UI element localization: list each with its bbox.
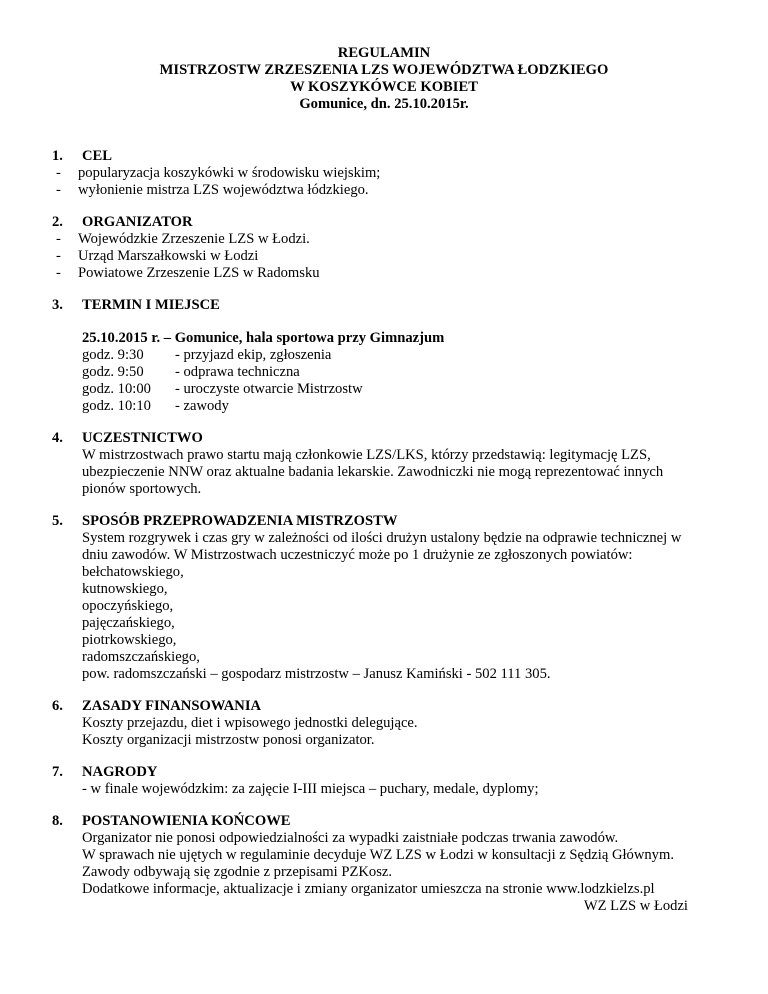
section-body — [82, 330, 742, 415]
list-item-text: Powiatowe Zrzeszenie LZS w Radomsku — [78, 265, 320, 281]
county-item: opoczyńskiego, — [82, 598, 174, 614]
paragraph-line: Koszty organizacji mistrzostw ponosi organizator. — [82, 732, 375, 748]
schedule-row — [82, 364, 742, 381]
section-title: TERMIN I MIEJSCE — [82, 297, 220, 313]
host-county-line: pow. radomszczański – gospodarz mistrzostw – Janusz Kamiński - 502 111 305. — [82, 666, 551, 682]
paragraph-line: dniu zawodów. W Mistrzostwach uczestniczyć może po 1 drużynie ze zgłoszonych powiatów: — [82, 547, 633, 563]
section-number: 8. — [52, 813, 63, 829]
section-sposob — [52, 513, 742, 683]
paragraph-line: W mistrzostwach prawo startu mają członkowie LZS/LKS, którzy przedstawią: legitymację LZS, — [82, 447, 651, 463]
paragraph-line: Organizator nie ponosi odpowiedzialności za wypadki zaistniałe podczas trwania zawodów. — [82, 830, 619, 846]
list-item — [56, 265, 742, 282]
section-number: 6. — [52, 698, 63, 714]
schedule-time: godz. 10:10 — [82, 398, 151, 414]
section-body — [82, 830, 742, 915]
document-subtitle-discipline: W KOSZYKÓWCE KOBIET — [290, 79, 478, 95]
section-cel — [52, 148, 742, 199]
list-dash: - — [56, 231, 61, 247]
schedule-time: godz. 10:00 — [82, 381, 151, 397]
section-title: POSTANOWIENIA KOŃCOWE — [82, 813, 291, 829]
schedule-time: godz. 9:50 — [82, 364, 144, 380]
list-item-text: Urząd Marszałkowski w Łodzi — [78, 248, 259, 264]
schedule-row — [82, 381, 742, 398]
paragraph-line: Dodatkowe informacje, aktualizacje i zmiany organizator umieszcza na stronie www.lodzkielzs.pl — [82, 881, 655, 897]
sections — [52, 148, 742, 930]
county-item: kutnowskiego, — [82, 581, 168, 597]
section-body — [82, 530, 742, 683]
section-title: ORGANIZATOR — [82, 214, 193, 230]
list-dash: - — [56, 165, 61, 181]
section-uczestnictwo — [52, 430, 742, 498]
section-number: 1. — [52, 148, 63, 164]
schedule-event: - zawody — [175, 398, 229, 414]
section-title: SPOSÓB PRZEPROWADZENIA MISTRZOSTW — [82, 513, 398, 529]
section-heading — [52, 698, 742, 715]
list-dash: - — [56, 265, 61, 281]
section-nagrody — [52, 764, 742, 798]
list-dash: - — [56, 248, 61, 264]
section-number: 3. — [52, 297, 63, 313]
list-item — [56, 182, 742, 199]
county-item: bełchatowskiego, — [82, 564, 184, 580]
county-item: piotrkowskiego, — [82, 632, 177, 648]
document-header — [0, 45, 768, 113]
section-heading — [52, 297, 742, 314]
section-body — [82, 447, 742, 498]
section-number: 4. — [52, 430, 63, 446]
schedule-event: - uroczyste otwarcie Mistrzostw — [175, 381, 363, 397]
paragraph-line: Koszty przejazdu, diet i wpisowego jednostki delegujące. — [82, 715, 418, 731]
list-item — [56, 248, 742, 265]
section-number: 5. — [52, 513, 63, 529]
section-postanowienia — [52, 813, 742, 915]
paragraph-line: System rozgrywek i czas gry w zależności od ilości drużyn ustalony będzie na odprawie technicznej w — [82, 530, 682, 546]
paragraph-line: W sprawach nie ujętych w regulaminie decyduje WZ LZS w Łodzi w konsultacji z Sędzią Głównym. — [82, 847, 674, 863]
section-title: UCZESTNICTWO — [82, 430, 203, 446]
section-organizator — [52, 214, 742, 282]
county-item: radomszczańskiego, — [82, 649, 200, 665]
paragraph-line: - w finale wojewódzkim: za zajęcie I-III miejsca – puchary, medale, dyplomy; — [82, 781, 539, 797]
section-heading — [52, 764, 742, 781]
section-title: ZASADY FINANSOWANIA — [82, 698, 262, 714]
paragraph-line: ubezpieczenie NNW oraz aktualne badania lekarskie. Zawodniczki nie mogą reprezentować innych — [82, 464, 664, 480]
schedule-row — [82, 347, 742, 364]
section-title: NAGRODY — [82, 764, 158, 780]
list-item-text: Wojewódzkie Zrzeszenie LZS w Łodzi. — [78, 231, 310, 247]
document-place-date: Gomunice, dn. 25.10.2015r. — [299, 96, 469, 112]
signature: WZ LZS w Łodzi — [583, 898, 688, 914]
section-finansowanie — [52, 698, 742, 749]
schedule-event: - przyjazd ekip, zgłoszenia — [175, 347, 332, 363]
schedule-event: - odprawa techniczna — [175, 364, 300, 380]
paragraph-line: pionów sportowych. — [82, 481, 202, 497]
county-item: pajęczańskiego, — [82, 615, 175, 631]
section-heading — [52, 430, 742, 447]
section-heading — [52, 214, 742, 231]
list-item — [56, 165, 742, 182]
section-heading — [52, 813, 742, 830]
section-body — [82, 781, 742, 798]
schedule-time: godz. 9:30 — [82, 347, 144, 363]
section-number: 7. — [52, 764, 63, 780]
section-body — [82, 715, 742, 749]
section-heading — [52, 513, 742, 530]
list-dash: - — [56, 182, 61, 198]
list-item-text: popularyzacja koszykówki w środowisku wiejskim; — [78, 165, 381, 181]
section-heading — [52, 148, 742, 165]
event-date-place: 25.10.2015 r. – Gomunice, hala sportowa przy Gimnazjum — [82, 330, 445, 346]
section-title: CEL — [82, 148, 113, 164]
document-subtitle: MISTRZOSTW ZRZESZENIA LZS WOJEWÓDZTWA ŁODZKIEGO — [159, 62, 609, 78]
schedule-row — [82, 398, 742, 415]
section-termin — [52, 297, 742, 415]
paragraph-line: Zawody odbywają się zgodnie z przepisami PZKosz. — [82, 864, 393, 880]
document-title: REGULAMIN — [337, 45, 431, 61]
list-item-text: wyłonienie mistrza LZS województwa łódzkiego. — [78, 182, 369, 198]
list-item — [56, 231, 742, 248]
section-number: 2. — [52, 214, 63, 230]
